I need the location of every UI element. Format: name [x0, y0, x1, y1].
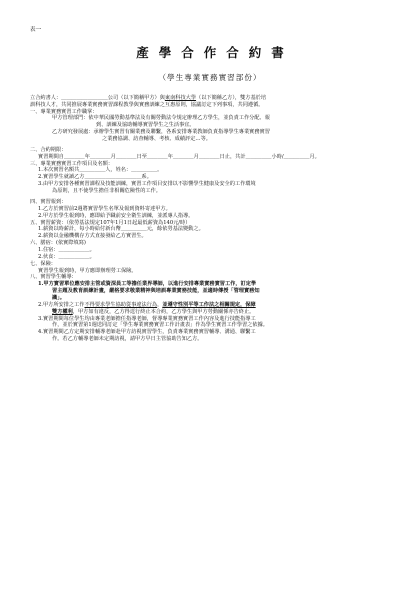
section-3-item-3-line-2: 為原則，且不使學生擔任非相關危險性的工作。 [52, 188, 161, 195]
form-number: 表一 [30, 27, 42, 33]
intro-text-1: 立合約書人：＿＿＿＿＿＿＿＿＿公司（以下簡稱甲方）與 [30, 94, 165, 101]
section-1-party-a-line-2: 到、訓練及協助輔導實習學生之生活事宜。 [96, 122, 195, 129]
section-8-item-1-line-2: 習主題及教育訓練計畫，嚴格要求敬業精神與培訓專業實務技能，並適時傳授「管理實務知 [52, 288, 260, 295]
section-8-title: 八、實習學生輔導： [30, 274, 77, 281]
intro-line-2: 訓科技人才，共同推展專業實務實習課程教學與實務訓練之互惠原則，協議訂定下列事項，共同遵循。 [30, 101, 264, 108]
section-5-item-2: 2.薪資以金融機構存方式直接發給乙方實習生。 [38, 233, 147, 240]
s8-2-comma: ， [157, 301, 163, 308]
intro-line-1 [30, 95, 390, 102]
section-1-title: 一、專業實務實習工作職掌： [30, 108, 98, 115]
section-3-item-1: 1.本次實習名額共＿＿＿＿＿人，姓名：＿＿＿＿＿。 [38, 167, 163, 174]
intro-text-2: （以下簡稱乙方），雙方基於培 [196, 94, 267, 101]
s8-2-underlined-1: 不得要求學生協助從事違法行為 [84, 301, 158, 308]
section-8-item-4-line-2: 作。若乙方輔導老師未定期訪視，請甲方早日主管協助告知乙方。 [52, 336, 203, 343]
section-3-item-2: 2.實習學生就讀乙方＿＿＿＿＿＿＿＿＿＿＿系。 [38, 174, 152, 181]
s8-2-underlined-2: 並遵守性別平等工作法之相關規定，保障 [162, 301, 256, 308]
section-8-item-2-line-2 [30, 309, 390, 316]
s8-2-underlined-3: 雙方權利 [52, 308, 73, 315]
section-4-item-1: 1.乙方於實習前2週將實習學生名單及報到資料寄達甲方。 [38, 205, 171, 212]
section-5-item-1: 1.薪資以時薪計，每小時給付新台幣＿＿＿＿＿元，餘依勞基法變動之。 [38, 226, 204, 233]
section-6-lodging: 1.住宿：＿＿＿＿＿＿。 [38, 246, 95, 253]
section-1-party-b-line-1: 乙方研究發展處：承辦學生實習有關業務及聯繫，各系安排專業教師負責指導學生專業實務實習 [52, 129, 270, 136]
s8-2-rest: ，甲方如有違反，乙方得逕行終止本合約，乙方學生與甲方勞動關係亦告終止。 [72, 308, 255, 315]
section-6-title: 六、膳宿：(依實際填寫) [30, 240, 86, 247]
section-5-title: 五、實習薪資：（依勞基法規定107年1月1日起最低薪資為140元/時） [30, 219, 191, 226]
section-7-text: 實習學生報到時，甲方應即辦理勞工保險。 [38, 267, 137, 274]
section-8-item-3-line-1: 3.實習期間每位學生均由專業老師擔任指導老師，督導專業實務實習工作內容及進行技能指導工 [38, 315, 256, 322]
section-4-item-2: 2.甲方於學生報到時，應即給予職前安全衛生訓練，並派專人指導。 [38, 212, 194, 219]
school-name: 東南科技大學 [164, 94, 197, 101]
section-8-item-2-line-1 [30, 302, 390, 309]
document-subtitle: （學生專業實務實習部份） [158, 72, 262, 82]
section-3-item-3-line-1: 3.由甲方安排各種實習課程及技能訓練，實習工作項目安排以不影響學生健康及安全的工作環境 [38, 181, 256, 188]
section-1-party-b-line-2: 之業務協調、訪查輔導、考核、成績評定…等。 [102, 136, 211, 143]
section-2-title: 二、合約期限： [30, 146, 67, 153]
section-8-item-1-line-3: 識」。 [52, 294, 65, 301]
section-4-title: 四、實習報到： [30, 198, 67, 205]
section-8-item-4-line-1: 4.實習期間乙方定期安排輔導老師赴甲方訪視實習學生，負責專業實務實習輔導、溝通、聯繫工 [38, 329, 256, 336]
section-6-meals: 2.伙食：＿＿＿＿＿＿。 [38, 253, 95, 260]
section-7-title: 七、保險： [30, 260, 56, 267]
section-1-party-a-line-1: 甲方管理部門：依中華民國勞動基準法及有關勞動法令規定辦理乙方學生，並負責工作分配、報 [52, 115, 270, 122]
section-8-item-1-line-1: 1.甲方實習單位應安排主管或資深員工等擔任業界導師，以進行安排專業實務實習工作，訂定學 [38, 281, 257, 288]
section-3-title: 三、專業實務實習工作項目及名額： [30, 160, 114, 167]
document-title: 產學合作合約書 [136, 45, 294, 61]
section-2-period: 實習期間自＿＿＿＿年＿＿＿＿月＿＿＿＿日至＿＿＿＿年＿＿＿＿月＿＿＿＿日止，共計＿＿＿＿＿小時/＿＿＿＿＿月。 [38, 153, 320, 160]
s8-2-prefix: 2.甲方所安排之工作 [38, 301, 85, 308]
section-8-item-3-line-2: 作，並於實習第1週送同訂定「學生專業實務實習工作計畫表」作為學生實習工作學習之依據。 [52, 322, 268, 329]
